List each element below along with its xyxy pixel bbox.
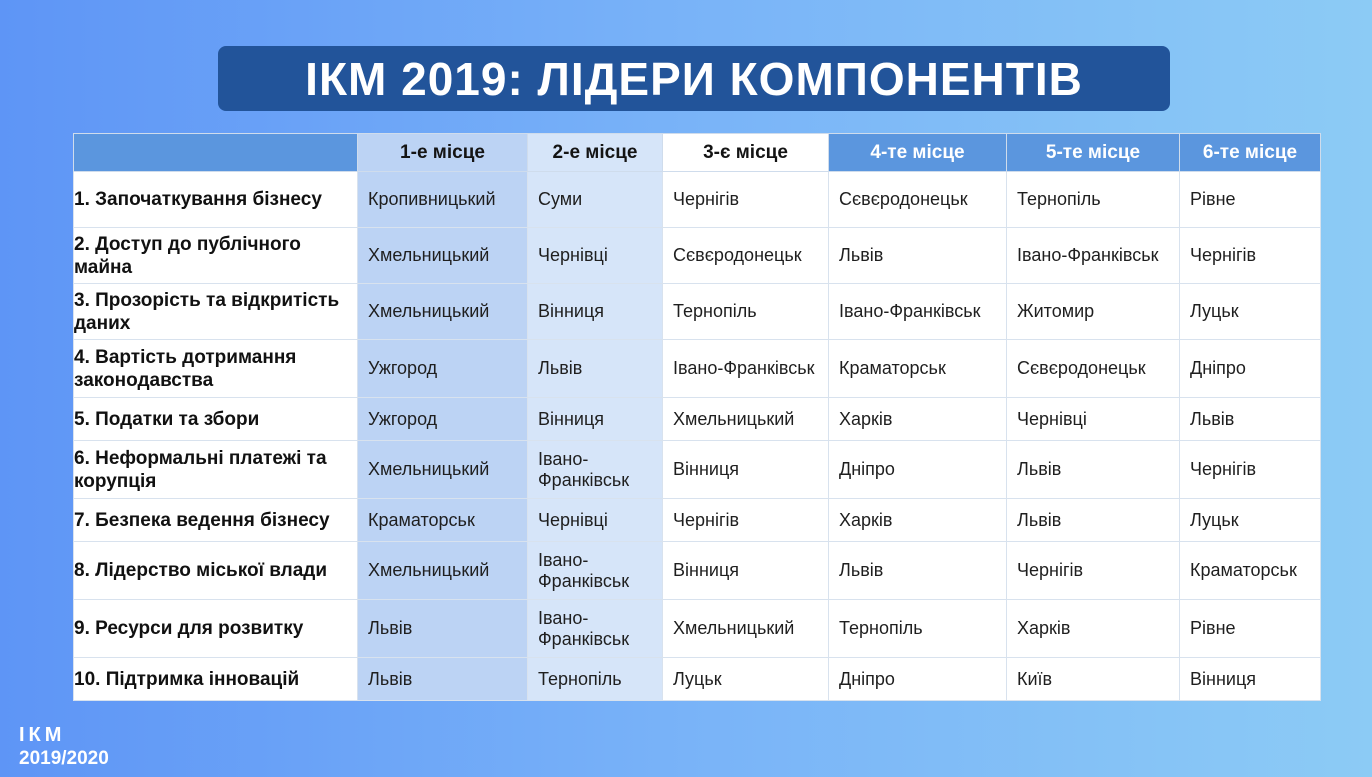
ikm-logo <box>19 723 109 771</box>
criterion-cell: 8. Лідерство міської влади <box>74 542 358 600</box>
place-cell: Луцьк <box>663 658 829 701</box>
place-cell: Кропивницький <box>358 172 528 228</box>
logo-years: 2019/2020 <box>19 748 109 769</box>
place-cell: Хмельницький <box>663 398 829 441</box>
criterion-cell: 6. Неформальні платежі та корупція <box>74 441 358 499</box>
criterion-cell: 4. Вартість дотримання законодавства <box>74 340 358 398</box>
place-cell: Чернігів <box>1007 542 1180 600</box>
place-cell: Вінниця <box>663 542 829 600</box>
place-cell: Львів <box>829 228 1007 284</box>
table-row <box>74 600 1321 658</box>
place-cell: Чернівці <box>528 499 663 542</box>
place-cell: Хмельницький <box>358 542 528 600</box>
place-cell: Дніпро <box>829 441 1007 499</box>
place-cell: Харків <box>829 398 1007 441</box>
leaders-table <box>73 133 1321 701</box>
header-place-1: 1-е місце <box>358 134 528 172</box>
place-cell: Чернігів <box>1180 228 1321 284</box>
place-cell: Хмельницький <box>358 284 528 340</box>
place-cell: Вінниця <box>663 441 829 499</box>
place-cell: Івано-Франківськ <box>528 441 663 499</box>
header-place-6: 6-те місце <box>1180 134 1321 172</box>
place-cell: Івано-Франківськ <box>663 340 829 398</box>
criterion-cell: 1. Започаткування бізнесу <box>74 172 358 228</box>
place-cell: Житомир <box>1007 284 1180 340</box>
place-cell: Львів <box>1180 398 1321 441</box>
place-cell: Ужгород <box>358 340 528 398</box>
place-cell: Івано-Франківськ <box>528 600 663 658</box>
table-row <box>74 658 1321 701</box>
place-cell: Дніпро <box>829 658 1007 701</box>
place-cell: Чернігів <box>663 172 829 228</box>
place-cell: Краматорськ <box>829 340 1007 398</box>
place-cell: Сєвєродонецьк <box>829 172 1007 228</box>
place-cell: Сєвєродонецьк <box>1007 340 1180 398</box>
place-cell: Чернігів <box>1180 441 1321 499</box>
place-cell: Хмельницький <box>358 228 528 284</box>
place-cell: Харків <box>829 499 1007 542</box>
place-cell: Львів <box>1007 499 1180 542</box>
table-row <box>74 398 1321 441</box>
place-cell: Краматорськ <box>1180 542 1321 600</box>
header-place-5: 5-те місце <box>1007 134 1180 172</box>
table-row <box>74 340 1321 398</box>
place-cell: Львів <box>1007 441 1180 499</box>
place-cell: Вінниця <box>528 398 663 441</box>
place-cell: Ужгород <box>358 398 528 441</box>
place-cell: Краматорськ <box>358 499 528 542</box>
place-cell: Івано-Франківськ <box>1007 228 1180 284</box>
header-place-4: 4-те місце <box>829 134 1007 172</box>
place-cell: Львів <box>528 340 663 398</box>
place-cell: Хмельницький <box>663 600 829 658</box>
place-cell: Тернопіль <box>528 658 663 701</box>
place-cell: Івано-Франківськ <box>528 542 663 600</box>
place-cell: Рівне <box>1180 600 1321 658</box>
place-cell: Хмельницький <box>358 441 528 499</box>
table-row <box>74 441 1321 499</box>
place-cell: Чернівці <box>1007 398 1180 441</box>
criterion-cell: 10. Підтримка інновацій <box>74 658 358 701</box>
table-row <box>74 228 1321 284</box>
criterion-cell: 7. Безпека ведення бізнесу <box>74 499 358 542</box>
place-cell: Луцьк <box>1180 284 1321 340</box>
place-cell: Сєвєродонецьк <box>663 228 829 284</box>
place-cell: Київ <box>1007 658 1180 701</box>
place-cell: Дніпро <box>1180 340 1321 398</box>
place-cell: Суми <box>528 172 663 228</box>
title-banner <box>218 46 1170 111</box>
table-row <box>74 284 1321 340</box>
table-row <box>74 499 1321 542</box>
place-cell: Харків <box>1007 600 1180 658</box>
logo-text: ІКМ <box>19 724 66 746</box>
place-cell: Чернігів <box>663 499 829 542</box>
place-cell: Чернівці <box>528 228 663 284</box>
header-place-3: 3-є місце <box>663 134 829 172</box>
table-row <box>74 542 1321 600</box>
place-cell: Львів <box>358 600 528 658</box>
place-cell: Тернопіль <box>1007 172 1180 228</box>
place-cell: Луцьк <box>1180 499 1321 542</box>
place-cell: Вінниця <box>1180 658 1321 701</box>
header-place-2: 2-е місце <box>528 134 663 172</box>
criterion-cell: 5. Податки та збори <box>74 398 358 441</box>
place-cell: Івано-Франківськ <box>829 284 1007 340</box>
place-cell: Тернопіль <box>663 284 829 340</box>
criterion-cell: 3. Прозорість та відкритість даних <box>74 284 358 340</box>
header-corner <box>74 134 358 172</box>
place-cell: Львів <box>829 542 1007 600</box>
table-row <box>74 172 1321 228</box>
place-cell: Вінниця <box>528 284 663 340</box>
place-cell: Рівне <box>1180 172 1321 228</box>
criterion-cell: 9. Ресурси для розвитку <box>74 600 358 658</box>
place-cell: Тернопіль <box>829 600 1007 658</box>
table-header-row <box>74 134 1321 172</box>
criterion-cell: 2. Доступ до публічного майна <box>74 228 358 284</box>
page-title: ІКМ 2019: ЛІДЕРИ КОМПОНЕНТІВ <box>305 52 1083 105</box>
place-cell: Львів <box>358 658 528 701</box>
